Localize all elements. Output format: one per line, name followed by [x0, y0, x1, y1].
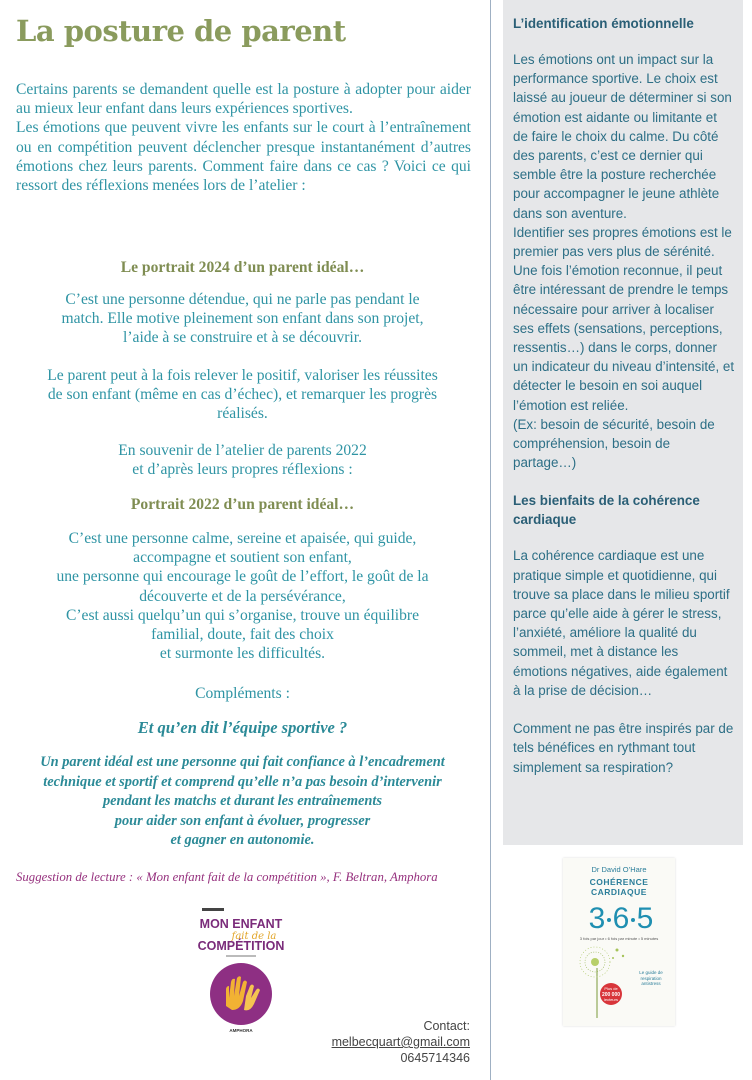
text-line: et surmonte les difficultés. — [159, 645, 326, 663]
sidebar-panel — [503, 0, 743, 845]
portrait-2024-heading: Le portrait 2024 d’un parent idéal… — [120, 259, 365, 276]
sidebar-heading-emotions: L’identification émotionnelle — [513, 16, 694, 31]
text-line: technique et sportif et comprend qu’elle n’a pas besoin d’intervenir — [43, 773, 442, 790]
book1-line1: MON ENFANT — [199, 917, 283, 931]
sidebar-paragraph-3: Une fois l’émotion reconnue, il peut être intéressant de prendre le temps nécessaire pour arriver à localiser ses effets (sensations, perceptions, ressentis…) dans le corps, donner un indicateur du niveau d’intensité, et détecter le besoin en soi auquel l’émotion est reliée. — [513, 263, 735, 413]
book2-badge-line1: Plus de — [604, 986, 618, 991]
text-line: une personne qui encourage le goût de l’effort, le goût de la — [56, 568, 429, 586]
text-line: familial, doute, fait des choix — [151, 626, 334, 644]
book2-subtitle: 3 fois par jour • 6 fois par minute • 5 minutes — [579, 936, 659, 941]
intro — [16, 80, 471, 195]
dandelion-icon — [580, 947, 624, 1018]
text-line: C’est aussi quelqu’un qui s’organise, trouve un équilibre — [65, 606, 420, 624]
sidebar-paragraph-2: Identifier ses propres émotions est le premier pas vers plus de sérénité. — [513, 224, 732, 260]
book1-line3: COMPÉTITION — [197, 939, 285, 953]
complements-label: Compléments : — [195, 685, 290, 702]
text-line: accompagne et soutient son enfant, — [133, 549, 352, 567]
book2-digit-3: 3 — [588, 902, 606, 935]
text-line: En souvenir de l’atelier de parents 2022 — [118, 442, 367, 459]
text-line: C’est une personne calme, sereine et apaisée, qui guide, — [68, 530, 417, 547]
contact-email-link[interactable]: melbecquart@gmail.com — [331, 1035, 470, 1049]
book1-line2: fait de la — [231, 931, 277, 942]
contact-label: Contact: — [423, 1019, 470, 1033]
portrait-2024-paragraph-1 — [10, 290, 475, 348]
intro-paragraph-2: Les émotions que peuvent vivre les enfants sur le court à l’entraînement ou en compétition peuvent déclencher presque instantanément d’autres émotions chez leurs parents. Comment faire dans ce cas ? Voici ce qui ressort des réflexions menées lors de l’atelier : — [16, 119, 471, 195]
portrait-2022-text — [10, 529, 475, 663]
book2-title1: COHÉRENCE — [589, 877, 649, 887]
text-line: pour aider son enfant à évoluer, progresser — [114, 812, 371, 829]
column-divider — [490, 0, 491, 1080]
text-line: réalisés. — [217, 405, 268, 423]
souvenir-text — [10, 441, 475, 479]
book2-badge-line3: lecteurs — [603, 997, 619, 1002]
contact-block — [300, 1018, 470, 1066]
book1-publisher: AMPHORA — [229, 1028, 253, 1033]
sidebar-paragraph-1: Les émotions ont un impact sur la performance sportive. Le choix est laissé au joueur de déterminer si son émotion est aidante ou limitante et de faire le choix du calme. Du côté des parents, c’est ce dernier qui semble être la posture recherchée pour accompagner le jeune athlète dans son aventure. — [513, 52, 732, 221]
book2-digit-6: 6 — [612, 902, 630, 935]
reading-suggestion: Suggestion de lecture : « Mon enfant fait de la compétition », F. Beltran, Amphora — [16, 870, 438, 884]
page-title: La posture de parent — [16, 14, 346, 48]
book2-author: Dr David O’Hare — [591, 865, 647, 874]
contact-phone: 0645714346 — [400, 1051, 470, 1065]
text-line: pendant les matchs et durant les entraînements — [102, 793, 383, 809]
book2-digit-5: 5 — [636, 902, 654, 935]
team-heading: Et qu’en dit l’équipe sportive ? — [137, 718, 348, 737]
book2-guide: Le guide de respiration antistress — [639, 970, 663, 986]
portrait-2024-paragraph-2 — [10, 366, 475, 424]
book2-badge-line2: 200 000 — [601, 992, 621, 998]
team-text — [10, 753, 475, 851]
text-line: C’est une personne détendue, qui ne parle pas pendant le — [65, 291, 420, 308]
text-line: et gagner en autonomie. — [170, 832, 315, 848]
book2-cover-art — [563, 858, 675, 1026]
book-cover-mon-enfant — [196, 906, 286, 1036]
text-line: Le parent peut à la fois relever le positif, valoriser les réussites — [47, 367, 438, 384]
book2-title2: CARDIAQUE — [591, 887, 647, 897]
sidebar-heading-coherence: Les bienfaits de la cohérence cardiaque — [513, 493, 700, 528]
text-line: l’aide à se construire et à se découvrir. — [123, 329, 362, 347]
sidebar-paragraph-6: Comment ne pas être inspirés par de tels bénéfices en rythmant tout simplement sa respiration? — [513, 721, 734, 775]
text-line: et d’après leurs propres réflexions : — [132, 461, 353, 479]
text-line: Un parent idéal est une personne qui fait confiance à l’encadrement — [40, 754, 445, 770]
portrait-2022-heading: Portrait 2022 d’un parent idéal… — [130, 496, 355, 513]
intro-paragraph-1: Certains parents se demandent quelle est la posture à adopter pour aider au mieux leur enfant dans leurs expériences sportives. — [16, 81, 471, 118]
sidebar-paragraph-5: La cohérence cardiaque est une pratique simple et quotidienne, qui trouve sa place dans le milieu sportif parce qu’elle aide à gérer le stress, l’anxiété, améliore la qualité du sommeil, met à distance les émotions négatives, aide également à la prise de décision… — [513, 548, 730, 698]
text-line: découverte et de la persévérance, — [139, 587, 346, 605]
text-line: match. Elle motive pleinement son enfant dans son projet, — [61, 310, 424, 328]
book-cover-coherence-cardiaque — [563, 858, 675, 1026]
sidebar-paragraph-4: (Ex: besoin de sécurité, besoin de compréhension, besoin de partage…) — [513, 416, 715, 471]
text-line: de son enfant (même en cas d’échec), et remarquer les progrès — [47, 386, 438, 404]
book-cover-art — [196, 906, 286, 1036]
